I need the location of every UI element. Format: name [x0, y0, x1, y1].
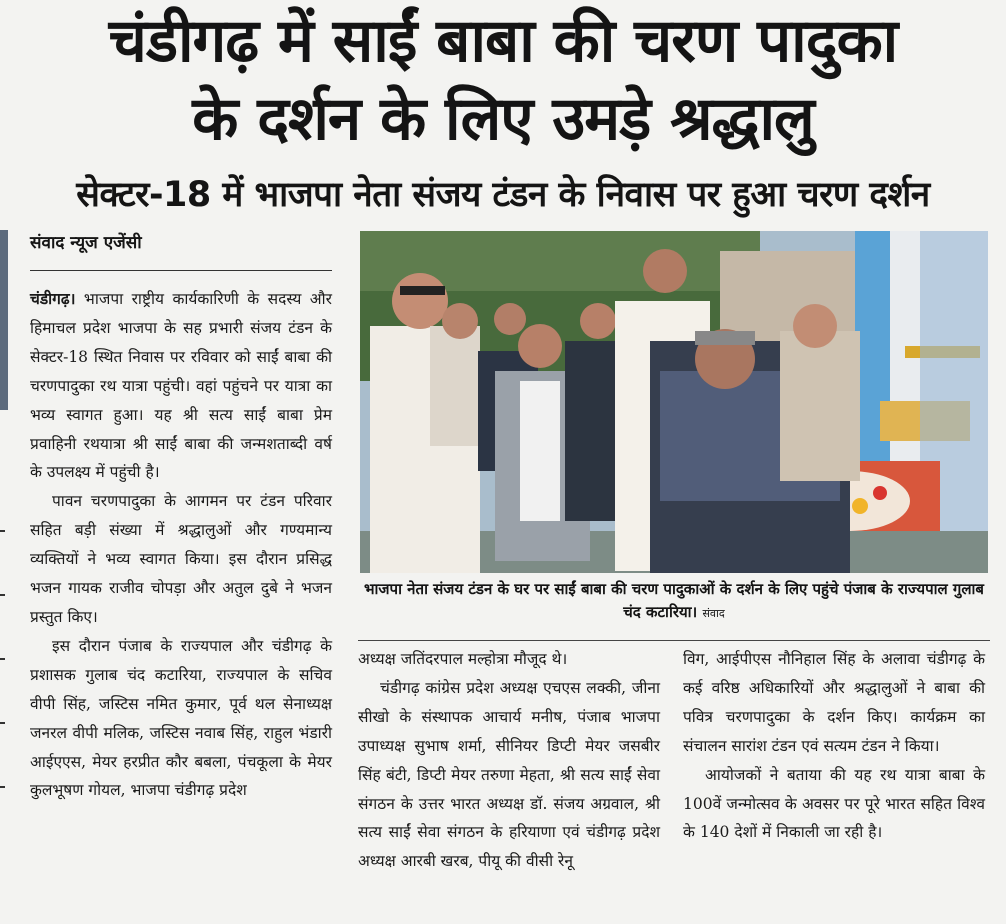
headline-line-2: के दर्शन के लिए उमड़े श्रद्धालु	[192, 84, 814, 154]
article-column-3	[683, 645, 985, 847]
adjacent-article-photo-edge	[0, 230, 8, 410]
paragraph-1-text: भाजपा राष्ट्रीय कार्यकारिणी के सदस्य और हिमाचल प्रदेश भाजपा के सह प्रभारी संजय टंडन के सेक्टर-18 स्थित निवास पर रविवार को साईं बाबा की चरणपादुका रथ यात्रा पहुंची। वहां पहुंचने पर यात्रा का भव्य स्वागत हुआ। यह श्री सत्य साईं बाबा प्रेम प्रवाहिनी रथयात्रा श्री साईं बाबा की जन्मशताब्दी वर्ष के उपलक्ष्य में पहुंची है।	[30, 290, 332, 482]
article-paragraph-2: पावन चरणपादुका के आगमन पर टंडन परिवार सहित बड़ी संख्या में श्रद्धालुओं और गण्यमान्य व्यक्तियों ने भव्य स्वागत किया। इस दौरान प्रसिद्ध भजन गायक राजीव चोपड़ा और अतुल दुबे ने भजन प्रस्तुत किए।	[30, 492, 332, 626]
adjacent-column-edge	[0, 530, 8, 850]
article-paragraph-1	[30, 285, 332, 487]
byline-divider	[30, 270, 332, 271]
article-paragraph-5: चंडीगढ़ कांग्रेस प्रदेश अध्यक्ष एचएस लक्की, जीना सीखो के संस्थापक आचार्य मनीष, पंजाब भाजपा उपाध्यक्ष सुभाष शर्मा, सीनियर डिप्टी मेयर जसबीर सिंह बंटी, डिप्टी मेयर तरुणा मेहता, श्री सत्य साईं सेवा संगठन के उत्तर भारत अध्यक्ष डॉ. संजय अग्रवाल, श्री सत्य साईं सेवा संगठन के हरियाणा एवं चंडीगढ़ प्रदेश अध्यक्ष आरबी खरब, पीयू की वीसी रेनू	[358, 678, 660, 871]
subheadline: सेक्टर-18 में भाजपा नेता संजय टंडन के निवास पर हुआ चरण दर्शन	[76, 175, 930, 215]
byline: संवाद न्यूज एजेंसी	[30, 233, 142, 253]
caption-divider	[358, 640, 990, 641]
photo-caption-text: भाजपा नेता संजय टंडन के घर पर साईं बाबा की चरण पादुकाओं के दर्शन के लिए पहुंचे पंजाब के राज्यपाल गुलाब चंद कटारिया।	[364, 580, 984, 621]
dateline: चंडीगढ़।	[30, 289, 76, 308]
photo-credit: संवाद	[702, 607, 725, 620]
article-paragraph-6: विग, आईपीएस नौनिहाल सिंह के अलावा चंडीगढ़ के कई वरिष्ठ अधिकारियों और श्रद्धालुओं ने बाबा की पवित्र चरणपादुका के दर्शन किए। कार्यक्रम का संचालन सारांश टंडन एवं सत्यम टंडन ने किया।	[683, 650, 985, 755]
headline-line-1: चंडीगढ़ में साईं बाबा की चरण पादुका	[108, 6, 898, 76]
photo-caption	[358, 578, 990, 625]
article-column-1	[30, 285, 332, 805]
article-paragraph-3: इस दौरान पंजाब के राज्यपाल और चंडीगढ़ के प्रशासक गुलाब चंद कटारिया, राज्यपाल के सचिव वीपी सिंह, जस्टिस नमित कुमार, पूर्व थल सेनाध्यक्ष जनरल वीपी मलिक, जस्टिस नवाब सिंह, राहुल भंडारी आईएएस, मेयर हरप्रीत कौर बबला, पंचकूला के मेयर कुलभूषण गोयल, भाजपा चंडीगढ़ प्रदेश	[30, 636, 332, 800]
article-paragraph-7: आयोजकों ने बताया की यह रथ यात्रा बाबा के 100वें जन्मोत्सव के अवसर पर पूरे भारत सहित विश्व के 140 देशों में निकाली जा रही है।	[683, 765, 985, 842]
article-column-2	[358, 645, 660, 876]
news-photo	[360, 231, 988, 573]
article-paragraph-4: अध्यक्ष जतिंदरपाल मल्होत्रा मौजूद थे।	[358, 650, 568, 668]
